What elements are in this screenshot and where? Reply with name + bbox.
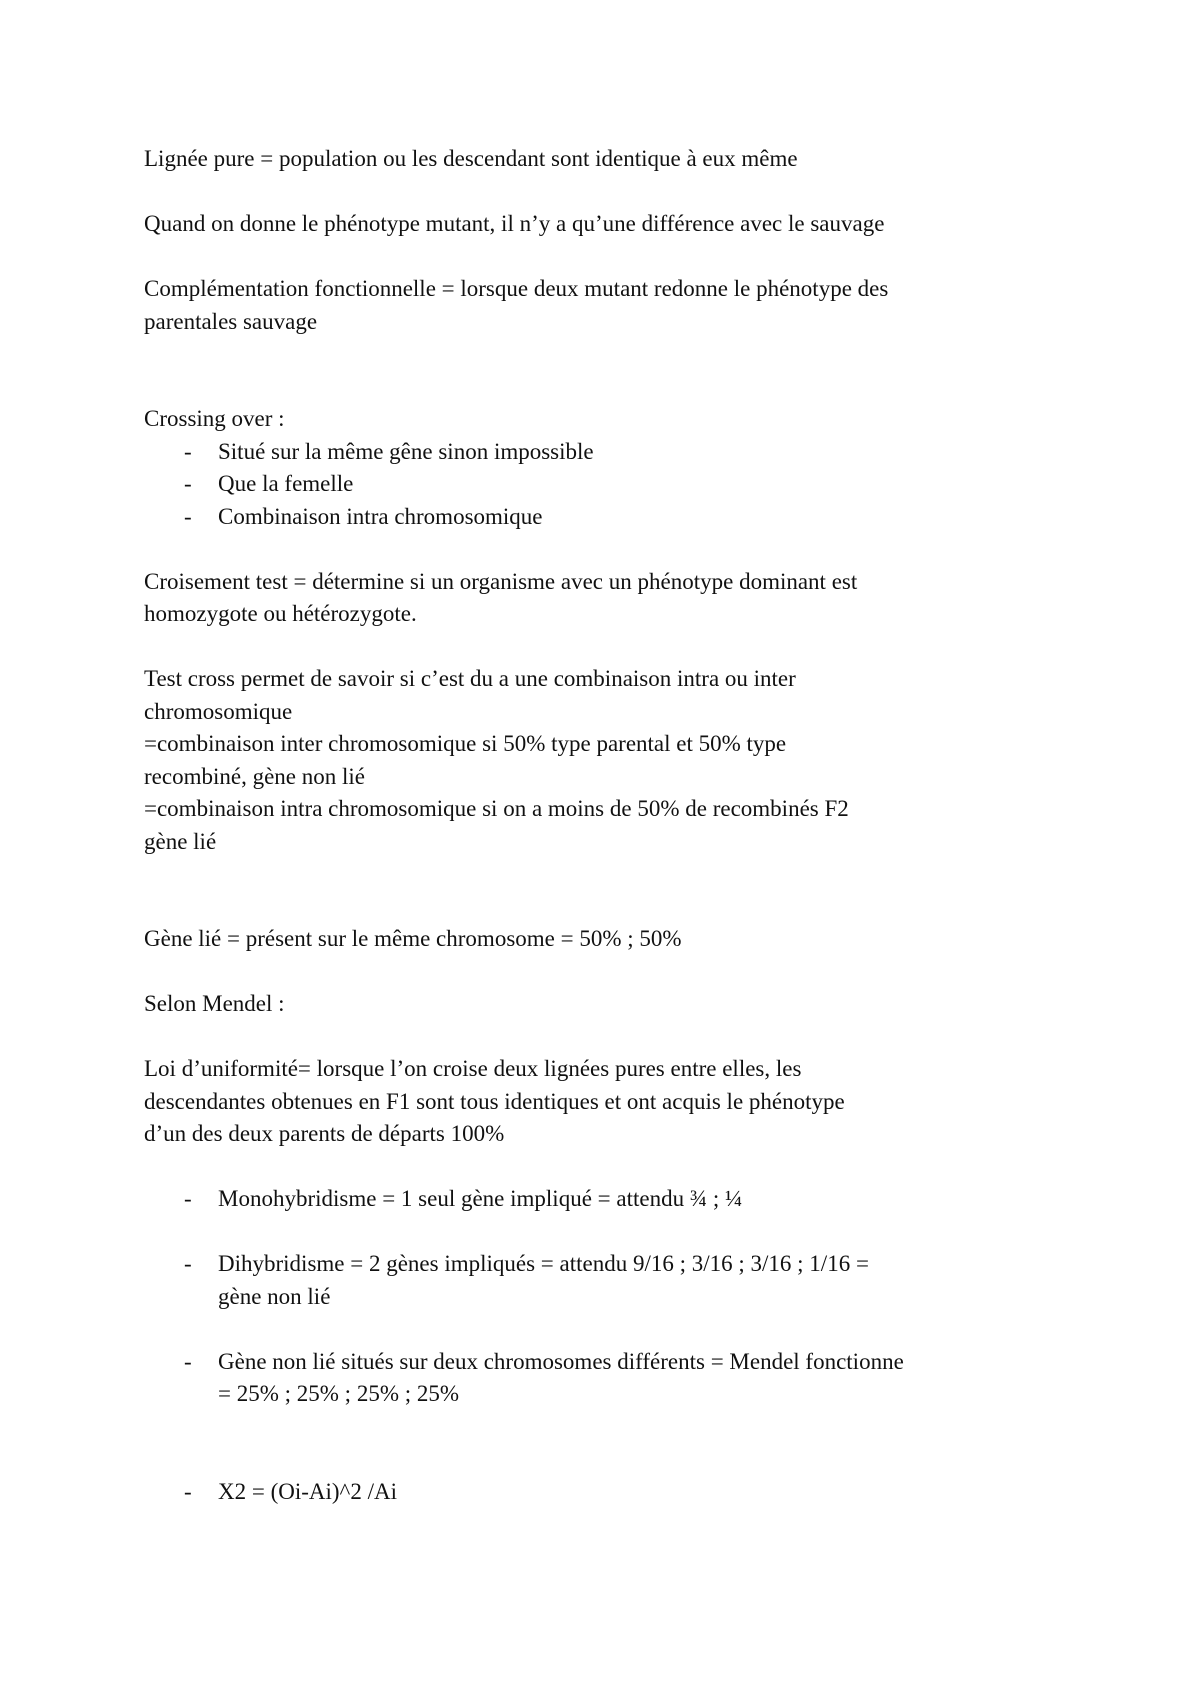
paragraph-gene-lie: Gène lié = présent sur le même chromosome = 50% ; 50% — [144, 926, 682, 951]
list-item-line: X2 = (Oi-Ai)^2 /Ai — [218, 1478, 397, 1504]
list-item-text — [218, 1346, 1074, 1411]
bullet-dash: - — [184, 503, 192, 529]
bullet-dash: - — [184, 1348, 192, 1374]
list-item-line: Monohybridisme = 1 seul gène impliqué = attendu ¾ ; ¼ — [218, 1186, 743, 1211]
paragraph-line: parentales sauvage — [144, 308, 318, 334]
paragraph-line: =combinaison inter chromosomique si 50% type parental et 50% type — [144, 731, 787, 756]
paragraph-line: =combinaison intra chromosomique si on a moins de 50% de recombinés F2 — [144, 796, 849, 821]
list-item-text — [218, 1183, 1074, 1216]
mendel-list — [144, 1248, 1074, 1313]
paragraph-line: Test cross permet de savoir si c’est du a une combinaison intra ou inter — [144, 666, 796, 691]
paragraph-line: d’un des deux parents de départs 100% — [144, 1121, 505, 1146]
paragraph-phenotype-mutant: Quand on donne le phénotype mutant, il n’y a qu’une différence avec le sauvage — [144, 211, 885, 236]
paragraph-line: Loi d’uniformité= lorsque l’on croise deux lignées pures entre elles, les — [144, 1056, 802, 1081]
paragraph-lignee-pure: Lignée pure = population ou les descendant sont identique à eux même — [144, 146, 798, 171]
list-item-line: Gène non lié situés sur deux chromosomes différents = Mendel fonctionne — [218, 1348, 904, 1374]
document-body — [144, 143, 1074, 1508]
paragraph-line: Complémentation fonctionnelle = lorsque deux mutant redonne le phénotype des — [144, 276, 889, 301]
paragraph-line: homozygote ou hétérozygote. — [144, 601, 417, 626]
list-item-line: gène non lié — [218, 1283, 331, 1309]
list-item-text — [218, 1476, 1074, 1509]
mendel-list — [144, 1476, 1074, 1509]
bullet-dash: - — [184, 1251, 192, 1276]
paragraph-test-cross — [144, 663, 1074, 858]
list-item-line: = 25% ; 25% ; 25% ; 25% — [218, 1381, 460, 1406]
paragraph-line: chromosomique — [144, 698, 293, 724]
bullet-dash: - — [184, 1478, 192, 1504]
list-item — [144, 436, 1074, 469]
list-item — [144, 1183, 1074, 1216]
list-item — [144, 468, 1074, 501]
list-item — [144, 1476, 1074, 1509]
paragraph-line: recombiné, gène non lié — [144, 763, 365, 789]
paragraph-line: descendantes obtenues en F1 sont tous identiques et ont acquis le phénotype — [144, 1088, 845, 1114]
list-item — [144, 1248, 1074, 1313]
paragraph-croisement-test — [144, 566, 1074, 631]
crossing-over-list — [144, 436, 1074, 534]
list-item-line: Dihybridisme = 2 gènes impliqués = attendu 9/16 ; 3/16 ; 3/16 ; 1/16 = — [218, 1251, 869, 1276]
list-item-text: Que la femelle — [218, 471, 354, 496]
bullet-dash: - — [184, 1186, 192, 1211]
bullet-dash: - — [184, 438, 192, 464]
paragraph-loi-uniformite — [144, 1053, 1074, 1151]
mendel-list — [144, 1346, 1074, 1411]
list-item-text: Situé sur la même gêne sinon impossible — [218, 438, 594, 464]
paragraph-line: gène lié — [144, 828, 217, 854]
list-item-text — [218, 1248, 1074, 1313]
bullet-dash: - — [184, 471, 192, 496]
paragraph-line: Croisement test = détermine si un organisme avec un phénotype dominant est — [144, 568, 858, 594]
list-item — [144, 1346, 1074, 1411]
paragraph-complementation — [144, 273, 1074, 338]
mendel-list — [144, 1183, 1074, 1216]
list-item — [144, 501, 1074, 534]
crossing-over-heading: Crossing over : — [144, 406, 285, 431]
mendel-heading: Selon Mendel : — [144, 991, 285, 1016]
list-item-text: Combinaison intra chromosomique — [218, 503, 543, 529]
